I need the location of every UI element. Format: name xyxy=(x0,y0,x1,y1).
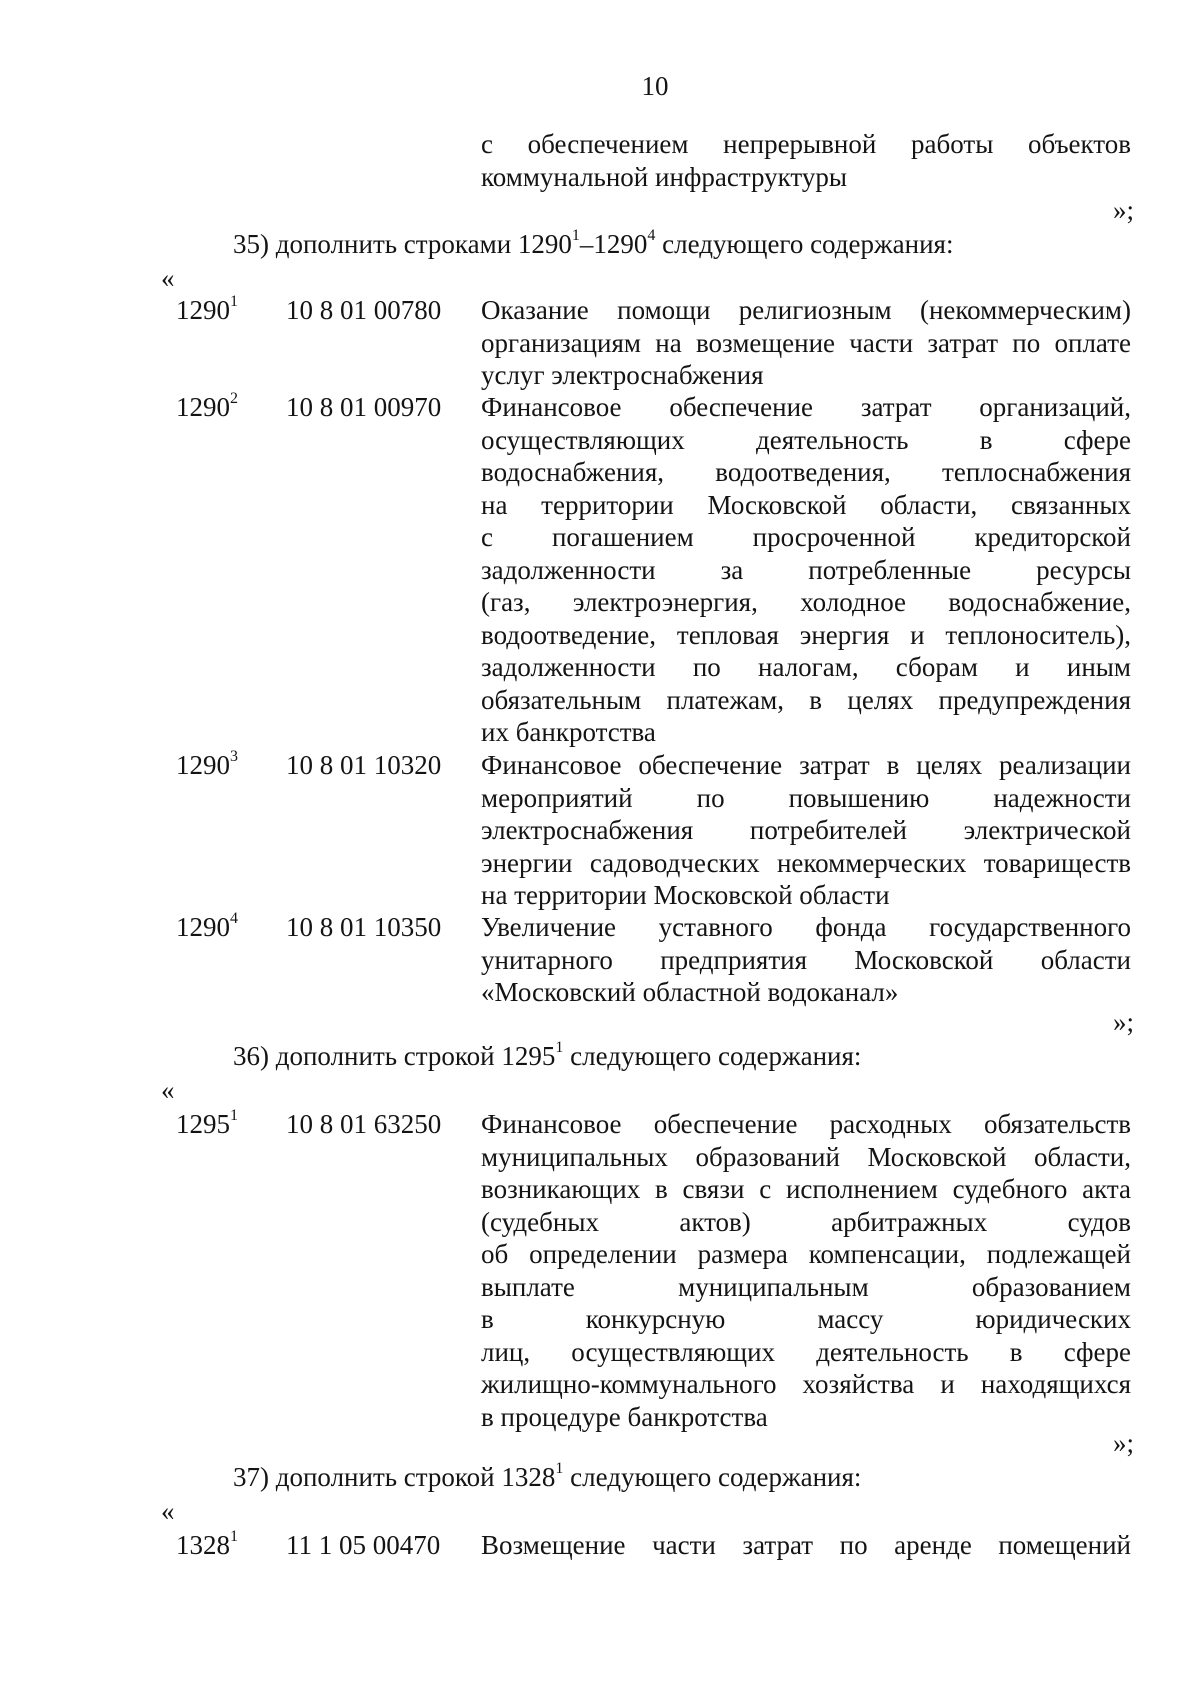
intro-text xyxy=(481,128,1131,193)
row-number: 1290$^2$ xyxy=(176,390,238,422)
row-code: 10 8 01 63250 xyxy=(286,1109,442,1139)
row-code: 10 8 01 00780 xyxy=(286,295,442,325)
intro-line: с обеспечением непрерывной работы объектов xyxy=(481,129,1131,159)
row-number: 1290$^4$ xyxy=(176,910,238,942)
row-number: 1290$^3$ xyxy=(176,748,238,780)
close-quote: »; xyxy=(1113,1007,1135,1037)
row-description: Возмещение части затрат по аренде помещений xyxy=(481,1530,1131,1560)
row-code: 11 1 05 00470 xyxy=(286,1530,441,1560)
row-code: 10 8 01 10350 xyxy=(286,912,442,942)
row-number: 1295$^1$ xyxy=(176,1107,238,1139)
page-number: 10 xyxy=(641,71,669,101)
row-description: Финансовое обеспечение затрат организаций, осуществляющих деятельность в сфере водоснабжения, водоотведения, теплоснабжения на территории Московской области, связанных с погашением просроченной кредиторской задолженности за потребленные ресурсы (газ, электроэнергия, холодное водоснабжение, водоотведение, тепловая энергия и теплоноситель), задолженности по налогам, сборам и иным обязательным платежам, в целях предупреждения их банкротства xyxy=(481,392,1131,747)
row-description: Финансовое обеспечение затрат в целях реализации мероприятий по повышению надежности электроснабжения потребителей электрической энергии садоводческих некоммерческих товариществ на территории Московской области xyxy=(481,750,1131,910)
open-quote: « xyxy=(161,1496,175,1526)
row-description: Увеличение уставного фонда государственного унитарного предприятия Московской области «Московский областной водоканал» xyxy=(481,912,1131,1007)
close-quote: »; xyxy=(1113,195,1135,225)
row-description: Оказание помощи религиозным (некоммерческим) организациям на возмещение части затрат по оплате услуг электроснабжения xyxy=(481,295,1131,390)
row-number: 1328$^1$ xyxy=(176,1528,238,1560)
close-quote: »; xyxy=(1113,1428,1135,1458)
section-heading: 37) дополнить строкой 1328$^1$ следующего содержания: xyxy=(233,1460,862,1492)
section-heading: 36) дополнить строкой 1295$^1$ следующего содержания: xyxy=(233,1039,862,1071)
row-number: 1290$^1$ xyxy=(176,293,238,325)
row-description: Финансовое обеспечение расходных обязательств муниципальных образований Московской области, возникающих в связи с исполнением судебного акта (судебных актов) арбитражных судов об определении размера компенсации, подлежащей выплате муниципальным образованием в конкурсную массу юридических лиц, осуществляющих деятельность в сфере жилищно-коммунального хозяйства и находящихся в процедуре банкротства xyxy=(481,1109,1131,1432)
row-code: 10 8 01 10320 xyxy=(286,750,442,780)
section-heading: 35) дополнить строками 1290$^1$–1290$^4$ следующего содержания: xyxy=(233,227,954,259)
open-quote: « xyxy=(161,263,175,293)
intro-line: коммунальной инфраструктуры xyxy=(481,161,847,192)
open-quote: « xyxy=(161,1075,175,1105)
row-code: 10 8 01 00970 xyxy=(286,392,442,422)
